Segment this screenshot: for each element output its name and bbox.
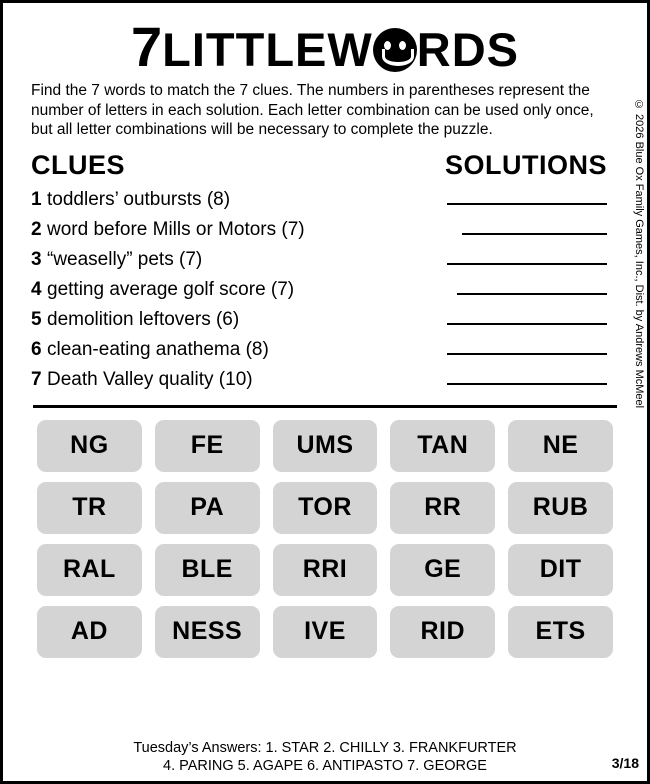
- title-number: 7: [130, 15, 163, 78]
- solution-blank[interactable]: [457, 276, 607, 295]
- clue-text: word before Mills or Motors (7): [47, 218, 305, 240]
- previous-answers: [3, 740, 647, 775]
- letter-tile[interactable]: TOR: [273, 482, 378, 534]
- clues-header: CLUES: [31, 149, 126, 180]
- letter-tile[interactable]: IVE: [273, 606, 378, 658]
- clue-number: 3: [31, 248, 42, 270]
- clue-row: [31, 306, 607, 331]
- solution-blank[interactable]: [447, 186, 607, 205]
- title-text: [130, 15, 519, 78]
- letter-tile[interactable]: ETS: [508, 606, 613, 658]
- letter-tile[interactable]: RRI: [273, 544, 378, 596]
- clue-row: [31, 216, 607, 241]
- solution-blank[interactable]: [462, 216, 607, 235]
- clue-row: [31, 186, 607, 211]
- clue-text: “weaselly” pets (7): [47, 248, 203, 270]
- clue-row: [31, 276, 607, 301]
- solution-blank[interactable]: [447, 366, 607, 385]
- letter-tile[interactable]: TAN: [390, 420, 495, 472]
- page-title: [3, 3, 647, 77]
- clue-text: getting average golf score (7): [47, 278, 295, 300]
- title-word-w: W: [327, 23, 373, 76]
- smiley-mouth: [382, 49, 414, 66]
- letter-tile[interactable]: NG: [37, 420, 142, 472]
- clue-number: 5: [31, 308, 42, 330]
- clue-text: Death Valley quality (10): [47, 368, 253, 390]
- column-headers: [31, 150, 607, 181]
- clue-list: [31, 186, 607, 391]
- clue-number: 2: [31, 218, 42, 240]
- letter-tile[interactable]: AD: [37, 606, 142, 658]
- solution-blank[interactable]: [447, 306, 607, 325]
- solutions-header: SOLUTIONS: [444, 149, 607, 180]
- letter-tile[interactable]: DIT: [508, 544, 613, 596]
- clue-number: 6: [31, 338, 42, 360]
- solution-blank[interactable]: [447, 336, 607, 355]
- title-word-little: LITTLE: [162, 23, 328, 76]
- letter-tile[interactable]: UMS: [273, 420, 378, 472]
- section-divider: [33, 405, 617, 408]
- letter-tile[interactable]: TR: [37, 482, 142, 534]
- clue-number: 7: [31, 368, 42, 390]
- solution-blank[interactable]: [447, 246, 607, 265]
- previous-answers-line2: 4. PARING 5. AGAPE 6. ANTIPASTO 7. GEORGE: [163, 757, 487, 774]
- letter-tile[interactable]: FE: [155, 420, 260, 472]
- previous-answers-line1: Tuesday’s Answers: 1. STAR 2. CHILLY 3. FRANKFURTER: [133, 740, 517, 757]
- smiley-face-icon: [373, 28, 417, 72]
- letter-tile[interactable]: GE: [390, 544, 495, 596]
- clue-number: 1: [31, 188, 42, 210]
- clue-row: [31, 366, 607, 391]
- letter-tile-grid: [37, 420, 613, 658]
- letter-tile[interactable]: NESS: [155, 606, 260, 658]
- letter-tile[interactable]: RUB: [508, 482, 613, 534]
- letter-tile[interactable]: RAL: [37, 544, 142, 596]
- letter-tile[interactable]: RR: [390, 482, 495, 534]
- clue-text: toddlers’ outbursts (8): [47, 188, 231, 210]
- clue-text: clean-eating anathema (8): [47, 338, 269, 360]
- letter-tile[interactable]: BLE: [155, 544, 260, 596]
- page-number: 3/18: [611, 755, 639, 772]
- title-word-rds: RDS: [416, 23, 519, 76]
- clue-row: [31, 246, 607, 271]
- letter-tile[interactable]: RID: [390, 606, 495, 658]
- letter-tile[interactable]: NE: [508, 420, 613, 472]
- clue-row: [31, 336, 607, 361]
- clue-number: 4: [31, 278, 42, 300]
- copyright-notice: © 2026 Blue Ox Family Games, Inc., Dist. by Andrews McMeel: [633, 99, 645, 409]
- instructions-text: Find the 7 words to match the 7 clues. The numbers in parentheses represent the number of letters in each solution. Each letter combination can be used only once, but all letter combinations will be necessary to complete the puzzle.: [31, 82, 594, 139]
- clue-text: demolition leftovers (6): [47, 308, 240, 330]
- letter-tile[interactable]: PA: [155, 482, 260, 534]
